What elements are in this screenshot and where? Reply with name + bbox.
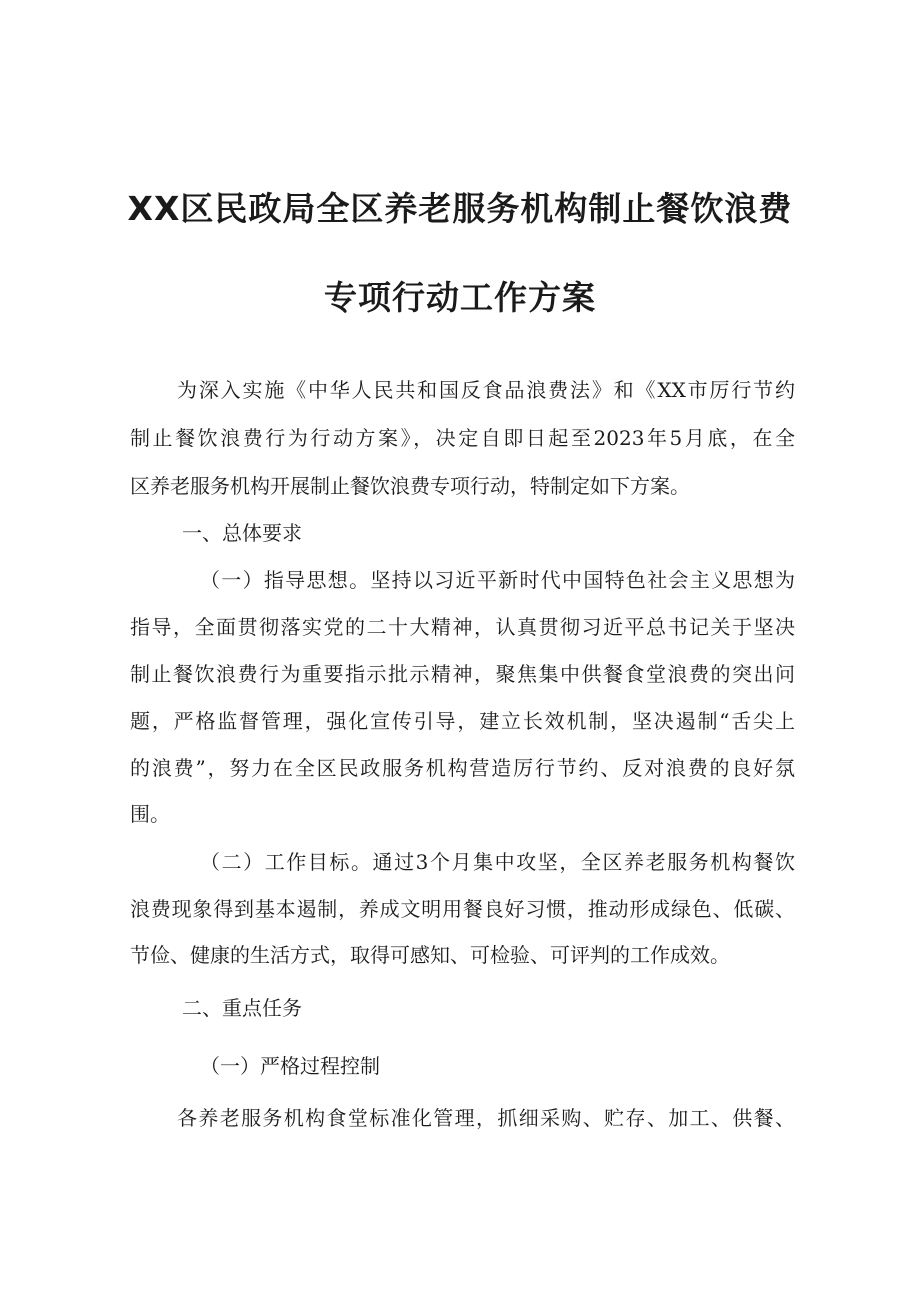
document-title-line-1: XX区民政局全区养老服务机构制止餐饮浪费 — [127, 189, 793, 228]
guiding-thought-line-5: 的浪费”，努力在全区民政服务机构营造厉行节约、反对浪费的良好氛 — [130, 756, 795, 780]
process-control-line-1: 各养老服务机构食堂标准化管理，抓细采购、贮存、加工、供餐、 — [177, 1106, 795, 1130]
work-goal-line-3: 节俭、健康的生活方式，取得可感知、可检验、可评判的工作成效。 — [130, 943, 730, 967]
guiding-thought-line-4: 题，严格监督管理，强化宣传引导，建立长效机制，坚决遏制“舌尖上 — [130, 709, 795, 733]
intro-line-1: 为深入实施《中华人民共和国反食品浪费法》和《XX市厉行节约 — [177, 378, 795, 402]
intro-line-3: 区养老服务机构开展制止餐饮浪费专项行动，特制定如下方案。 — [130, 474, 690, 498]
guiding-thought-line-3: 制止餐饮浪费行为重要指示批示精神，聚焦集中供餐食堂浪费的突出问 — [130, 662, 795, 686]
guiding-thought-line-1: （一）指导思想。坚持以习近平新时代中国特色社会主义思想为 — [200, 568, 795, 592]
intro-line-2: 制止餐饮浪费行为行动方案》，决定自即日起至2023年5月底，在全 — [130, 426, 795, 450]
section-heading-key-tasks: 二、重点任务 — [182, 996, 302, 1020]
work-goal-line-1: （二）工作目标。通过3个月集中攻坚，全区养老服务机构餐饮 — [200, 850, 795, 874]
guiding-thought-line-6: 围。 — [130, 802, 170, 826]
work-goal-line-2: 浪费现象得到基本遏制，养成文明用餐良好习惯，推动形成绿色、低碳、 — [130, 897, 795, 921]
subsection-heading-process-control: （一）严格过程控制 — [200, 1054, 380, 1078]
guiding-thought-line-2: 指导，全面贯彻落实党的二十大精神，认真贯彻习近平总书记关于坚决 — [130, 615, 795, 639]
document-title-line-2: 专项行动工作方案 — [324, 278, 596, 317]
section-heading-general-requirements: 一、总体要求 — [182, 521, 302, 545]
